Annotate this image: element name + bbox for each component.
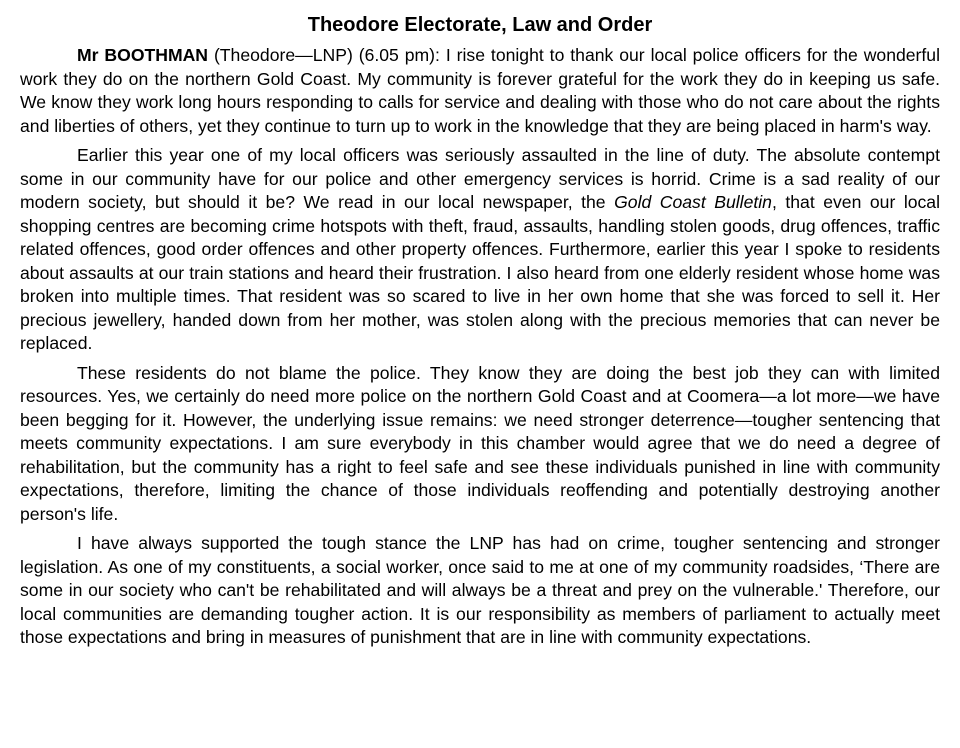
paragraph-2-text-start: Earlier this year one of my local officers was seriously assaulted in the line of duty. The absolute contempt some in our community have for our police and other emergency services is horrid. Crime is a sad reality of our modern society, but should it be? We read in our local newspaper, the bbox=[20, 145, 940, 212]
speaker-name: Mr BOOTHMAN bbox=[77, 45, 209, 65]
paragraph-1-text: (Theodore—LNP) (6.05 pm): I rise tonight to thank our local police officers for the wonderful work they do on the northern Gold Coast. My community is forever grateful for the work they do in keeping us safe. We know they work long hours responding to calls for service and dealing with those who do not care about the rights and liberties of others, yet they continue to turn up to work in the knowledge that they are being placed in harm's way. bbox=[20, 45, 940, 136]
document-title: Theodore Electorate, Law and Order bbox=[307, 14, 653, 36]
document-page bbox=[20, 12, 940, 656]
paragraph-2-text-end: , that even our local shopping centres are becoming crime hotspots with theft, fraud, assaults, handling stolen goods, drug offences, traffic related offences, good order offences and other property offences. Furthermore, earlier this year I spoke to residents about assaults at our train stations and heard their frustration. I also heard from one elderly resident whose home was broken into multiple times. That resident was so scared to live in her own home that she was forced to sell it. Her precious jewellery, handed down from her mother, was stolen along with the precious memories that can never be replaced. bbox=[20, 192, 941, 353]
paragraph-3 bbox=[20, 362, 940, 527]
paragraph-2 bbox=[20, 144, 940, 356]
newspaper-name: Gold Coast Bulletin bbox=[614, 192, 772, 212]
paragraph-3-text: These residents do not blame the police. They know they are doing the best job they can with limited resources. Yes, we certainly do need more police on the northern Gold Coast and at Coomera—a lot more—we have been begging for it. However, the underlying issue remains: we need stronger deterrence—tougher sentencing that meets community expectations. I am sure everybody in this chamber would agree that we do need a degree of rehabilitation, but the community has a right to feel safe and see these individuals punished in line with community expectations, therefore, limiting the chance of those individuals reoffending and potentially destroying another person's life. bbox=[20, 362, 940, 524]
paragraph-4 bbox=[20, 532, 940, 650]
paragraph-4-text: I have always supported the tough stance the LNP has had on crime, tougher sentencing and stronger legislation. As one of my constituents, a social worker, once said to me at one of my community roadsides, ‘There are some in our society who can't be rehabilitated and will always be a threat and prey on the vulnerable.' Therefore, our local communities are demanding tougher action. It is our responsibility as members of parliament to actually meet those expectations and bring in measures of punishment that are in line with community expectations. bbox=[20, 533, 940, 647]
paragraph-1 bbox=[20, 44, 940, 138]
